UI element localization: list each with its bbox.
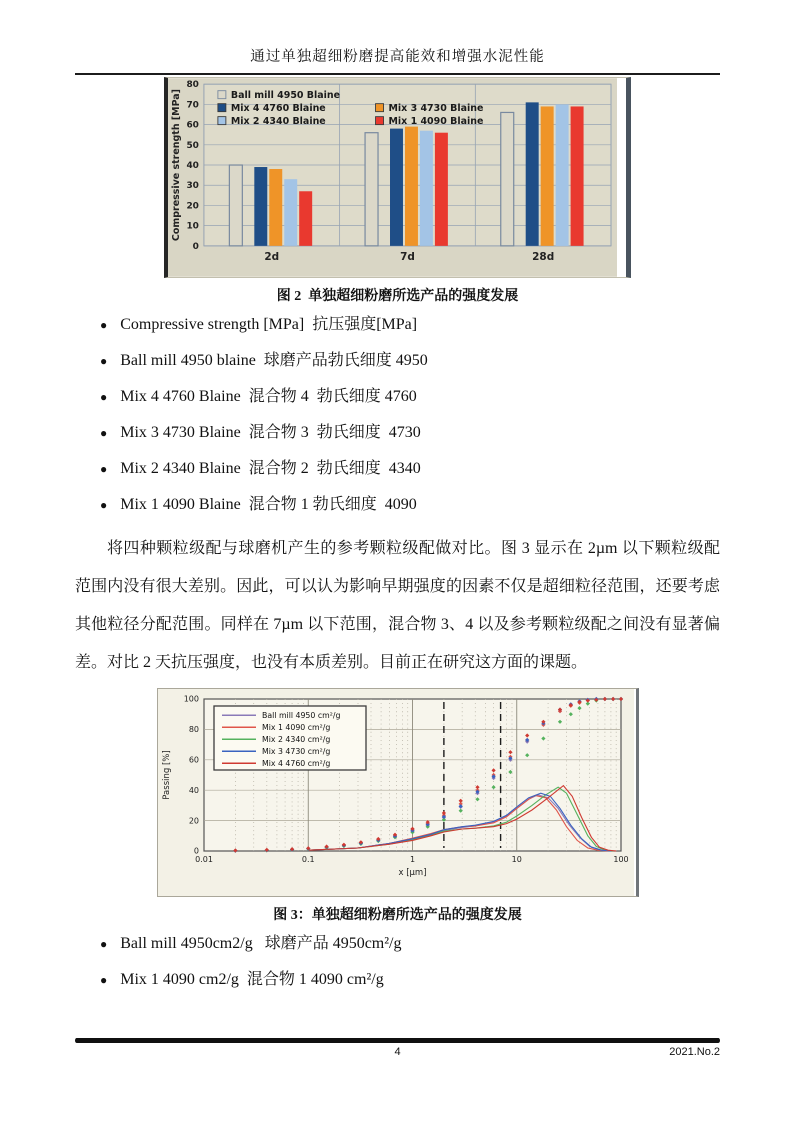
svg-text:70: 70 <box>186 100 199 111</box>
svg-text:Passing [%]: Passing [%] <box>161 750 172 800</box>
svg-text:40: 40 <box>186 161 199 172</box>
issue-label: 2021.No.2 <box>669 1046 720 1058</box>
bullet-icon: ● <box>100 318 108 332</box>
page-number: 4 <box>394 1046 401 1058</box>
list-item <box>100 494 720 516</box>
svg-text:30: 30 <box>186 181 199 192</box>
figure2-strength-bar-chart <box>164 77 631 278</box>
body-paragraph: 将四种颗粒级配与球磨机产生的参考颗粒级配做对比。图 3 显示在 2µm 以下颗粒级配范围内没有很大差别。因此，可以认为影响早期强度的因素不仅是超细粒径范围，还要考虑其他粒径分配范围。同样在 7µm 以下范围，混合物 3、4 以及参考颗粒级配之间没有显著偏差。对比 2 天抗压强度，也没有本质差别。目前正在研究这方面的课题。 <box>75 540 720 671</box>
figure3-psd-line-chart <box>157 688 639 897</box>
bullet-icon: ● <box>100 390 108 404</box>
line-chart-image <box>158 689 634 896</box>
svg-text:10: 10 <box>186 221 199 232</box>
svg-text:0: 0 <box>192 241 199 252</box>
svg-text:Mix 3 4730 cm²/g: Mix 3 4730 cm²/g <box>261 747 330 756</box>
figure3-term-list <box>75 933 720 991</box>
svg-text:100: 100 <box>183 694 199 704</box>
svg-text:40: 40 <box>188 785 199 795</box>
list-item-text: Mix 2 4340 Blaine 混合物 2 勃氏细度 4340 <box>120 460 421 477</box>
svg-text:60: 60 <box>186 120 199 131</box>
svg-text:20: 20 <box>186 201 199 212</box>
svg-text:Mix 2 4340 cm²/g: Mix 2 4340 cm²/g <box>261 735 330 744</box>
bullet-icon: ● <box>100 462 108 476</box>
svg-text:0.1: 0.1 <box>301 855 315 864</box>
page-footer <box>75 1038 720 1066</box>
svg-text:Mix 4 4760 Blaine: Mix 4 4760 Blaine <box>230 103 326 115</box>
list-item <box>100 933 720 955</box>
list-item-text: Mix 1 4090 cm2/g 混合物 1 4090 cm²/g <box>120 971 384 988</box>
list-item <box>100 350 720 372</box>
bullet-icon: ● <box>100 426 108 440</box>
svg-text:Compressive strength [MPa]: Compressive strength [MPa] <box>170 88 182 242</box>
list-item-text: Compressive strength [MPa] 抗压强度[MPa] <box>120 316 418 333</box>
svg-text:2d: 2d <box>264 250 280 263</box>
svg-text:28d: 28d <box>532 250 555 263</box>
bullet-icon: ● <box>100 354 108 368</box>
bar-chart-image <box>168 78 617 277</box>
list-item <box>100 422 720 444</box>
list-item-text: Ball mill 4950cm2/g 球磨产品 4950cm²/g <box>120 935 402 952</box>
svg-text:10: 10 <box>511 855 522 864</box>
svg-text:60: 60 <box>188 755 199 765</box>
list-item <box>100 969 720 991</box>
list-item-text: Ball mill 4950 blaine 球磨产品勃氏细度 4950 <box>120 352 428 369</box>
svg-text:Mix 1 4090 Blaine: Mix 1 4090 Blaine <box>388 116 484 128</box>
svg-text:20: 20 <box>188 816 199 826</box>
svg-text:1: 1 <box>409 855 415 864</box>
svg-text:7d: 7d <box>400 250 415 263</box>
svg-text:0: 0 <box>193 846 199 856</box>
svg-text:Mix 2 4340 Blaine: Mix 2 4340 Blaine <box>230 116 326 128</box>
bullet-icon: ● <box>100 498 108 512</box>
list-item <box>100 386 720 408</box>
svg-text:Mix 4 4760 cm²/g: Mix 4 4760 cm²/g <box>261 759 330 768</box>
bullet-icon: ● <box>100 973 108 987</box>
list-item-text: Mix 4 4760 Blaine 混合物 4 勃氏细度 4760 <box>120 388 417 405</box>
list-item-text: Mix 1 4090 Blaine 混合物 1 勃氏细度 4090 <box>120 496 417 513</box>
svg-text:x [µm]: x [µm] <box>397 868 427 878</box>
svg-text:Ball mill 4950 cm²/g: Ball mill 4950 cm²/g <box>261 711 340 720</box>
svg-text:80: 80 <box>186 80 199 91</box>
svg-text:Ball mill 4950 Blaine: Ball mill 4950 Blaine <box>230 90 341 102</box>
svg-text:0.01: 0.01 <box>194 855 213 864</box>
footer-row <box>75 1046 720 1066</box>
bullet-icon: ● <box>100 937 108 951</box>
page-title: 通过单独超细粉磨提高能效和增强水泥性能 <box>250 49 545 65</box>
figure2-term-list <box>75 314 720 516</box>
list-item <box>100 458 720 480</box>
figure3-caption: 图 3：单独超细粉磨所选产品的强度发展 <box>273 908 522 923</box>
figure2-caption: 图 2 单独超细粉磨所选产品的强度发展 <box>276 289 519 304</box>
header-rule <box>75 73 720 75</box>
list-item <box>100 314 720 336</box>
list-item-text: Mix 3 4730 Blaine 混合物 3 勃氏细度 4730 <box>120 424 421 441</box>
footer-rule <box>75 1038 720 1043</box>
svg-text:Mix 3 4730 Blaine: Mix 3 4730 Blaine <box>388 103 484 115</box>
page-header <box>75 46 720 75</box>
svg-text:100: 100 <box>612 855 629 864</box>
svg-text:80: 80 <box>188 725 199 735</box>
svg-text:50: 50 <box>186 140 199 151</box>
svg-text:Mix 1 4090 cm²/g: Mix 1 4090 cm²/g <box>261 723 330 732</box>
